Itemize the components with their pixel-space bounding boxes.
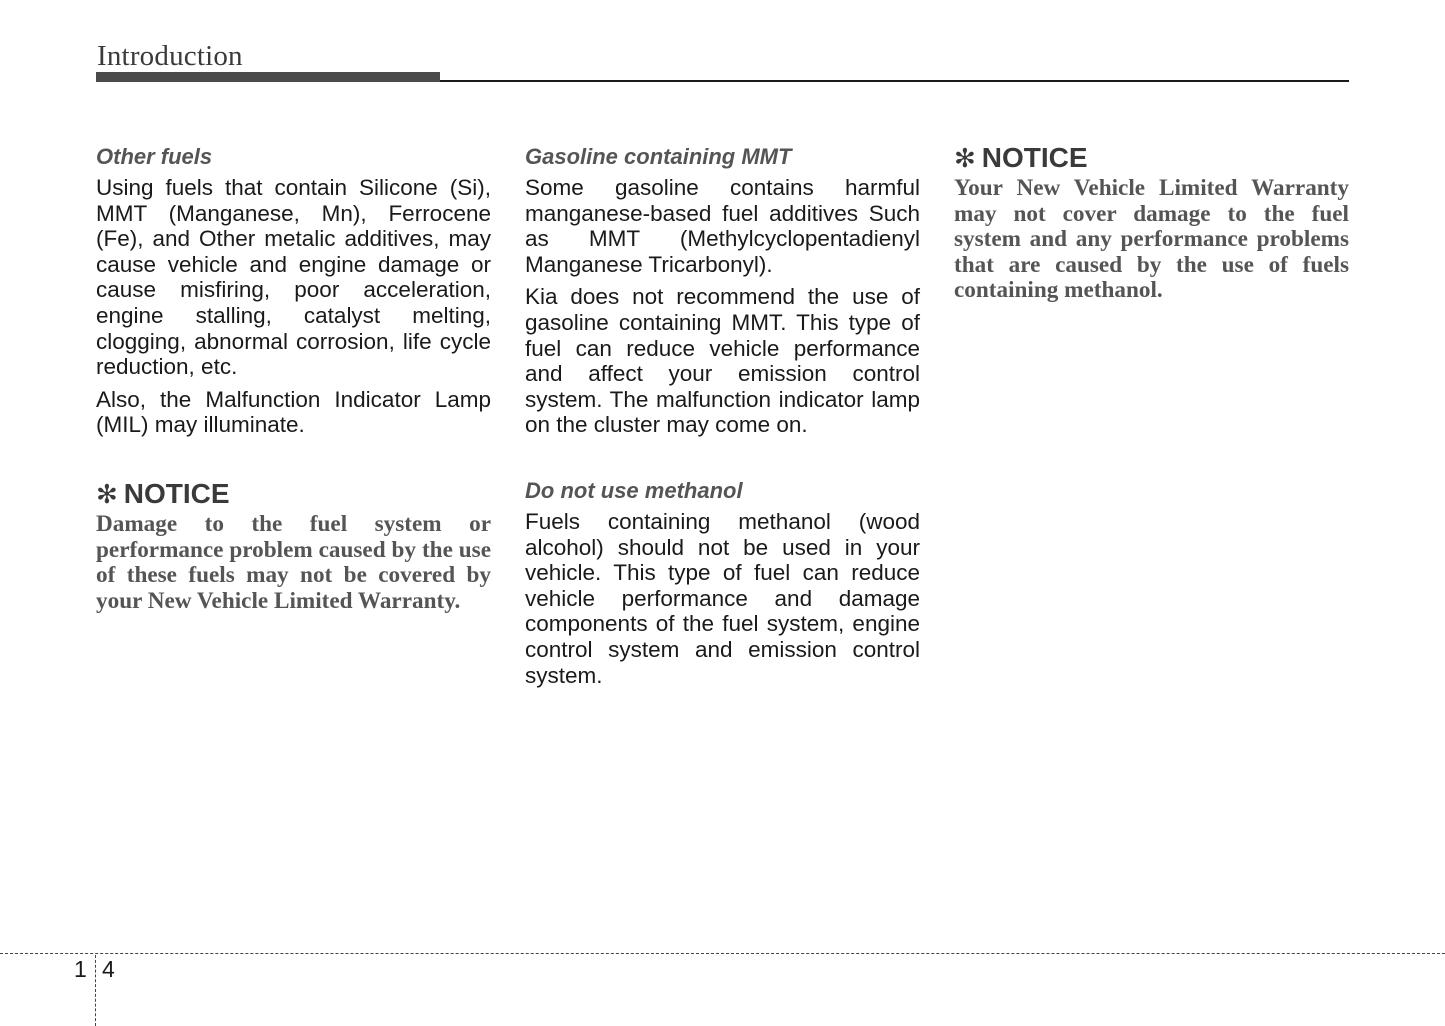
notice-box-1 xyxy=(96,478,491,614)
section-title: Introduction xyxy=(97,40,243,72)
notice-heading xyxy=(954,142,1349,174)
notice-star-icon: ✻ xyxy=(96,478,118,509)
notice-box-2 xyxy=(954,142,1349,304)
column-1 xyxy=(96,142,491,614)
notice-text: Your New Vehicle Limited Warranty may not cover damage to the fuel system and any performance problems that are caused by the use of fuels containing methanol. xyxy=(954,175,1349,304)
page-section-number: 1 xyxy=(74,956,87,982)
notice-star-icon: ✻ xyxy=(954,143,976,173)
notice-label: NOTICE xyxy=(123,477,230,509)
column-3 xyxy=(954,142,1349,304)
notice-heading xyxy=(96,478,491,510)
mmt-paragraph-2: Kia does not recommend the use of gasoline containing MMT. This type of fuel can reduce vehicle performance and affect your emission control system. The malfunction indicator lamp on the cluster may come on. xyxy=(525,284,920,438)
other-fuels-paragraph-1: Using fuels that contain Silicone (Si), MMT (Manganese, Mn), Ferrocene (Fe), and Other metalic additives, may cause vehicle and engine damage or cause misfiring, poor acceleration, engine stalling, catalyst melting, clogging, abnormal corrosion, life cycle reduction, etc. xyxy=(96,175,491,380)
header-accent-bar xyxy=(96,72,440,82)
notice-label: NOTICE xyxy=(981,142,1088,173)
other-fuels-paragraph-2: Also, the Malfunction Indicator Lamp (MIL) may illuminate. xyxy=(96,386,491,438)
other-fuels-heading: Other fuels xyxy=(96,144,213,169)
methanol-paragraph-1: Fuels containing methanol (wood alcohol) should not be used in your vehicle. This type of fuel can reduce vehicle performance and damage components of the fuel system, engine control system and emission control system. xyxy=(525,508,920,688)
notice-text: Damage to the fuel system or performance problem caused by the use of these fuels may not be covered by your New Vehicle Limited Warranty. xyxy=(96,510,491,614)
footer-dashed-rule xyxy=(0,953,1445,954)
column-2 xyxy=(525,142,920,688)
methanol-heading: Do not use methanol xyxy=(525,477,743,503)
page-number: 4 xyxy=(102,956,115,982)
mmt-paragraph-1: Some gasoline contains harmful manganese-based fuel additives Such as MMT (Methylcyclopentadienyl Manganese Tricarbonyl). xyxy=(525,175,920,277)
mmt-heading: Gasoline containing MMT xyxy=(525,144,792,169)
header-rule xyxy=(440,80,1349,82)
footer-page-divider xyxy=(95,955,96,1026)
